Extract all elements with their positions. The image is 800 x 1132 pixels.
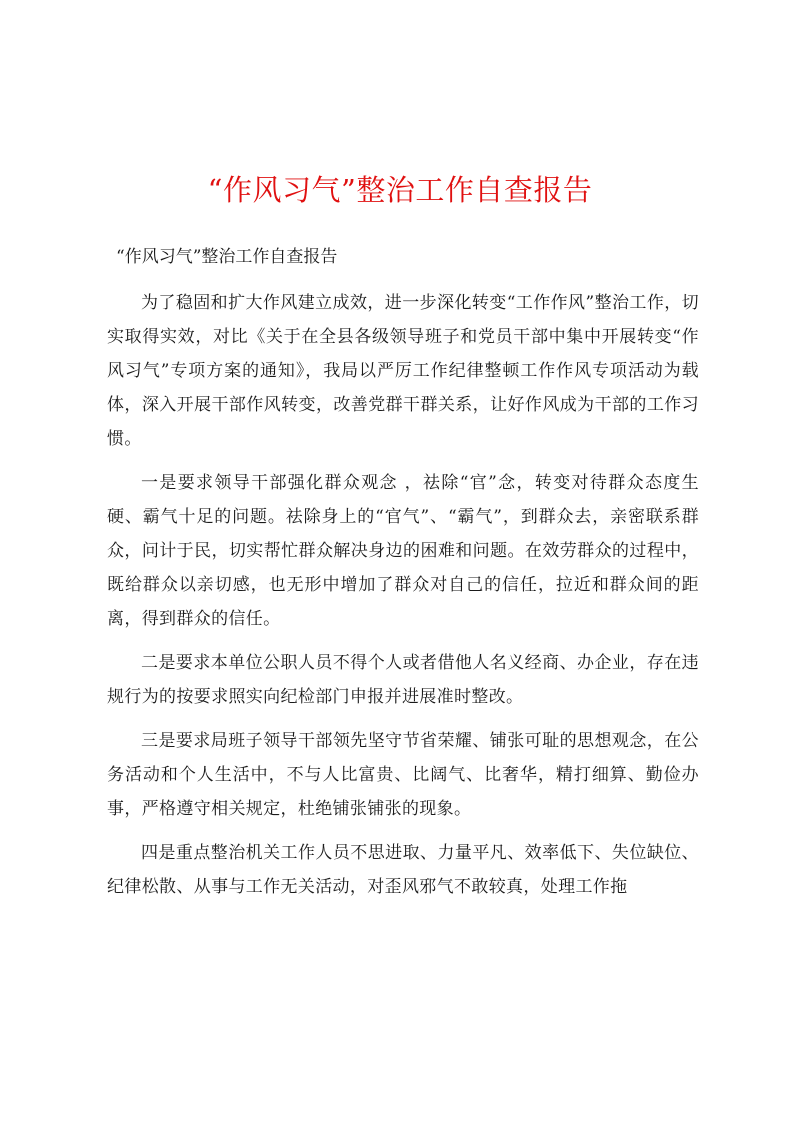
paragraph-point-4: 四是重点整治机关工作人员不思进取、力量平凡、效率低下、失位缺位、纪律松散、从事与工作无关活动，对歪风邪气不敢较真，处理工作拖 bbox=[107, 843, 699, 897]
paragraph-point-2: 二是要求本单位公职人员不得个人或者借他人名义经商、办企业，存在违规行为的按要求照实向纪检部门申报并进展准时整改。 bbox=[107, 653, 699, 707]
document-subtitle: “作风习气”整治工作自查报告 bbox=[116, 247, 338, 267]
paragraph-point-1: 一是要求领导干部强化群众观念 ，祛除“官”念，转变对待群众态度生硬、霸气十足的问题。祛除身上的“官气”、“霸气”，到群众去，亲密联系群众，问计于民，切实帮忙群众解决身边的困难和问题。在效劳群众的过程中，既给群众以亲切感，也无形中增加了群众对自己的信任，拉近和群众间的距离，得到群众的信任。 bbox=[107, 473, 699, 629]
paragraph-intro: 为了稳固和扩大作风建立成效，进一步深化转变“工作作风”整治工作，切实取得实效，对比《关于在全县各级领导班子和党员干部中集中开展转变“作风习气”专项方案的通知》，我局以严厉工作纪律整顿工作作风专项活动为载体，深入开展干部作风转变，改善党群干群关系，让好作风成为干部的工作习惯。 bbox=[107, 293, 699, 449]
paragraph-point-3: 三是要求局班子领导干部领先坚守节省荣耀、铺张可耻的思想观念，在公务活动和个人生活中，不与人比富贵、比阔气、比奢华，精打细算、勤俭办事，严格遵守相关规定，杜绝铺张铺张的现象。 bbox=[107, 731, 699, 819]
document-title: “作风习气”整治工作自查报告 bbox=[207, 173, 593, 207]
document-body bbox=[107, 286, 699, 914]
